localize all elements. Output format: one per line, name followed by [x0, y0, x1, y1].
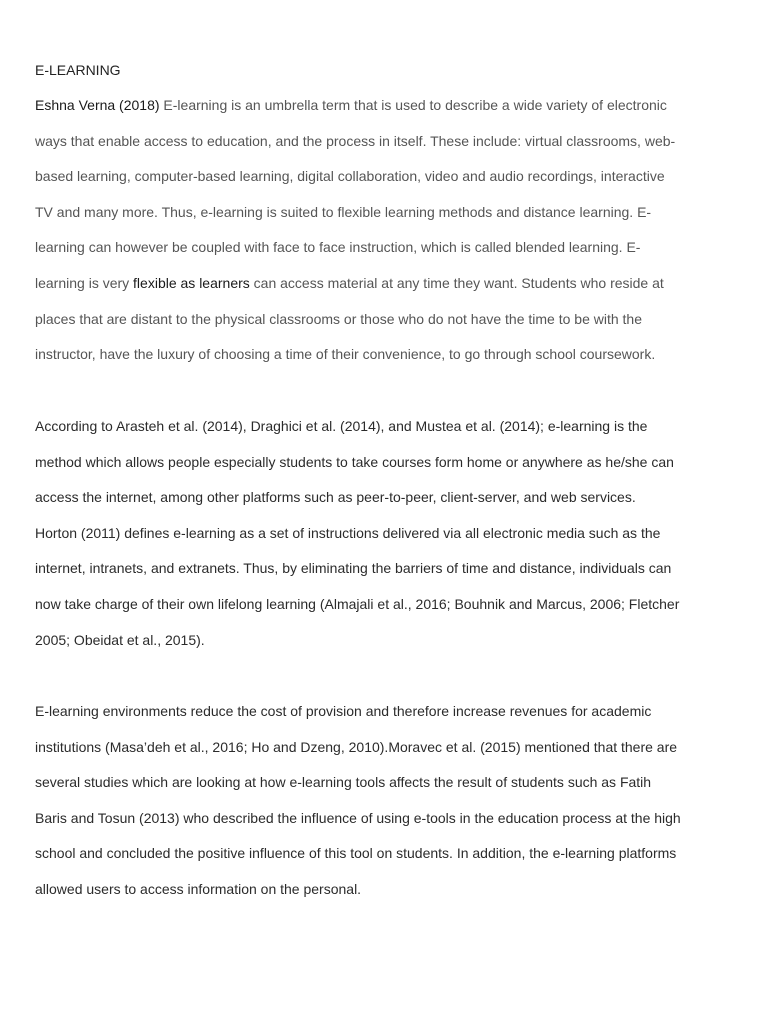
- paragraph-1-line-7: places that are distant to the physical classrooms or those who do not have the time to be with the: [35, 310, 643, 327]
- paragraph-3-line-1: E-learning environments reduce the cost of provision and therefore increase revenues for academic: [35, 703, 652, 719]
- paragraph-2-line-2: method which allows people especially students to take courses form home or anywhere as he/she can: [35, 453, 674, 470]
- paragraph-1-line-8: instructor, have the luxury of choosing a time of their convenience, to go through school coursework.: [35, 346, 656, 363]
- line-text: E-learning is an umbrella term that is used to describe a wide variety of electronic: [163, 97, 667, 113]
- paragraph-2-line-6: now take charge of their own lifelong learning (Almajali et al., 2016; Bouhnik and Marcus, 2006; Fletcher: [35, 595, 680, 612]
- paragraph-2-line-7: 2005; Obeidat et al., 2015).: [35, 631, 205, 648]
- paragraph-3-line-4: Baris and Tosun (2013) who described the influence of using e-tools in the education process at the high: [35, 809, 681, 826]
- paragraph-3-line-5: school and concluded the positive influence of this tool on students. In addition, the e-learning platforms: [35, 845, 677, 862]
- paragraph-2-line-3: access the internet, among other platforms such as peer-to-peer, client-server, and web services.: [35, 489, 636, 506]
- paragraph-1-line-1: [35, 88, 735, 124]
- document-heading: E-LEARNING: [35, 62, 121, 78]
- paragraph-3: [35, 694, 735, 908]
- paragraph-1-line-4: TV and many more. Thus, e-learning is suited to flexible learning methods and distance learning. E-: [35, 203, 652, 220]
- paragraph-2-line-1: According to Arasteh et al. (2014), Draghici et al. (2014), and Mustea et al. (2014); e-learning is the: [35, 418, 648, 434]
- paragraph-3-line-2: institutions (Masa’deh et al., 2016; Ho and Dzeng, 2010).Moravec et al. (2015) mentioned that there are: [35, 738, 678, 755]
- paragraph-1-line-5: learning can however be coupled with face to face instruction, which is called blended learning. E-: [35, 239, 641, 256]
- emphasized-phrase: flexible as learners: [133, 274, 250, 291]
- paragraph-1-line-6: [35, 266, 735, 302]
- paragraph-2: [35, 409, 735, 658]
- paragraph-1-line-2: ways that enable access to education, and the process in itself. These include: virtual classrooms, web-: [35, 132, 676, 149]
- paragraph-3-line-3: several studies which are looking at how e-learning tools affects the result of students such as Fatih: [35, 774, 652, 791]
- citation-lead: Eshna Verna (2018): [35, 97, 164, 113]
- paragraph-3-line-6: allowed users to access information on the personal.: [35, 880, 362, 897]
- paragraph-2-line-5: internet, intranets, and extranets. Thus, by eliminating the barriers of time and distance, individuals can: [35, 560, 672, 577]
- paragraph-2-line-4: Horton (2011) defines e-learning as a set of instructions delivered via all electronic media such as the: [35, 524, 661, 541]
- paragraph-1: [35, 88, 735, 373]
- paragraph-1-line-3: based learning, computer-based learning, digital collaboration, video and audio recordings, interactive: [35, 168, 665, 185]
- line-text: learning is very: [35, 274, 134, 291]
- line-text: can access material at any time they want. Students who reside at: [249, 274, 664, 291]
